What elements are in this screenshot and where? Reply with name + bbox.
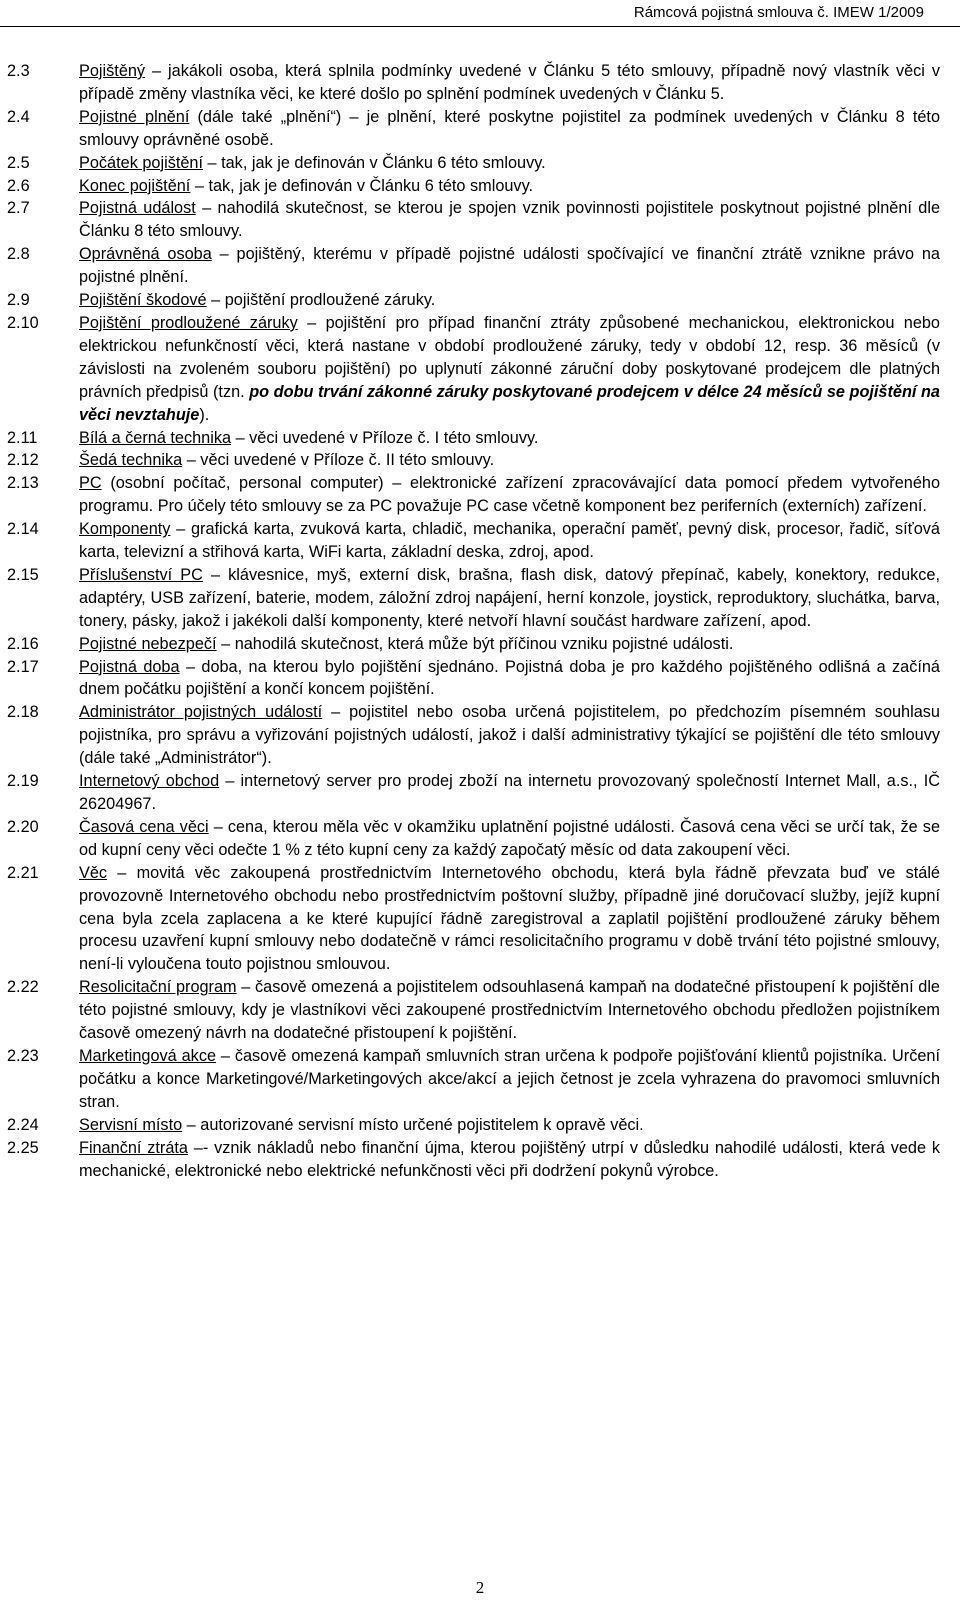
definition-text [79,289,940,312]
definition-body: – pojištění pro případ finanční ztráty způsobené mechanickou, elektronickou nebo elektrickou nefunkčností věci, která nastane v období prodloužené záruky, tedy v období 12, resp. 36 měsíců (v závislosti na zvoleném souboru pojištění) po uplynutí zákonné záruční doby poskytované prodejcem dle platných právních předpisů (tzn. [79,313,940,401]
definition-term: Konec pojištění [79,176,191,195]
definition-body: – časově omezená kampaň smluvních stran určena k podpoře pojišťování klientů pojistníka. Určení počátku a konce Marketingové/Marketingových akce/akcí a jejich četnost je zcela vyhrazena do pravomoci smluvních stran. [79,1046,940,1111]
definition-body: – movitá věc zakoupená prostřednictvím Internetového obchodu, která byla řádně převzata buď ve stálé provozovně Internetového obchodu nebo prostřednictvím poštovní služby, případně jiné doručovací služby, jejíž kupní cena byla zcela zaplacena a ke které kupující řádně zaregistroval a zaplatil pojištění prodloužené záruky během procesu uzavření kupní smlouvy nebo dodatečně v rámci resolicitačního programu v době trvání této pojistné smlouvy, není-li vyloučena touto pojistnou smlouvou. [79,863,940,974]
definition-number: 2.17 [7,657,39,676]
definition-term: Internetový obchod [79,772,220,791]
definition-body: – věci uvedené v Příloze č. I této smlouvy. [231,428,539,447]
definition-body: – tak, jak je definován v Článku 6 této smlouvy. [203,153,546,172]
definition-number: 2.22 [7,978,39,997]
definition-item [7,427,940,450]
definition-body: – pojistitel nebo osoba určená pojistitelem, po předchozím písemném souhlasu pojistníka, pro správu a vyřizování pojistných událostí, jakož i další administrativy týkající se pojištění dle této smlouvy (dále také „Administrátor“). [79,703,940,768]
definition-term: Pojistné plnění [79,107,190,126]
definition-term: Servisní místo [79,1115,183,1134]
definition-body: – autorizované servisní místo určené pojistitelem k opravě věci. [182,1115,644,1134]
header-rule [0,26,960,27]
definition-body: – pojištěný, kterému v případě pojistné události spočívající ve finanční ztrátě vznikne právo na pojistné plnění. [79,245,940,287]
definition-item [7,1137,940,1183]
definition-number: 2.9 [7,291,30,310]
definition-term: Počátek pojištění [79,153,203,172]
definition-item [7,656,940,702]
definition-text [79,175,940,198]
definition-emphasis: po dobu trvání zákonné záruky poskytované prodejcem v délce 24 měsíců se pojištění na věci nevztahuje [79,382,940,424]
definition-number: 2.10 [7,313,39,332]
definition-body: – nahodilá skutečnost, se kterou je spojen vznik povinnosti pojistitele poskytnout pojistné plnění dle Článku 8 této smlouvy. [79,199,940,241]
definition-body: –- vznik nákladů nebo finanční újma, kterou pojištěný utrpí v důsledku nahodilé události, která vede k mechanické, elektronické nebo elektrické nefunkčnosti věci při dodržení pokynů výrobce. [79,1138,940,1180]
definition-number: 2.8 [7,245,30,264]
definition-item [7,175,940,198]
definition-number: 2.19 [7,772,39,791]
definition-text [79,1114,940,1137]
definition-body: – věci uvedené v Příloze č. II této smlouvy. [182,451,495,470]
definition-term: Marketingová akce [79,1046,217,1065]
definition-term: Věc [79,863,108,882]
definition-text [79,656,940,702]
definition-item [7,60,940,106]
definition-number: 2.24 [7,1115,39,1134]
definition-item [7,770,940,816]
definition-number: 2.21 [7,863,39,882]
definition-term: Pojistné nebezpečí [79,634,217,653]
definition-term: Resolicitační program [79,978,237,997]
definition-body: – cena, kterou měla věc v okamžiku uplatnění pojistné události. Časová cena věci se určí tak, že se od kupní ceny věci odečte 1 % z této kupní ceny za každý započatý měsíc od data zakoupení věci. [79,817,940,859]
definition-item [7,1045,940,1114]
definition-number: 2.23 [7,1046,39,1065]
definition-text [79,152,940,175]
definition-tail: ). [199,405,210,424]
definition-text [79,1137,940,1183]
definition-number: 2.3 [7,62,30,80]
definition-item [7,472,940,518]
definition-text [79,976,940,1045]
definition-text [79,1045,940,1114]
definition-text [79,449,940,472]
definition-number: 2.5 [7,153,30,172]
definition-item [7,197,940,243]
definition-term: Šedá technika [79,451,183,470]
definition-item [7,862,940,977]
definition-term: Finanční ztráta [79,1138,188,1157]
definition-number: 2.12 [7,451,39,470]
definition-text [79,564,940,633]
definition-text [79,770,940,816]
definition-number: 2.13 [7,474,39,493]
definition-item [7,564,940,633]
definition-body: – klávesnice, myš, externí disk, brašna, flash disk, datový přepínač, kabely, konektory, redukce, adaptéry, USB zařízení, baterie, modem, záložní zdroj napájení, herní konzole, joystick, reproduktory, sluchátka, barva, tonery, pásky, jakož i jakékoli další komponenty, které netvoří hlavní součást hardware zařízení, apod. [79,565,940,630]
document-header: Rámcová pojistná smlouva č. IMEW 1/2009 [633,4,924,21]
definition-body: – pojištění prodloužené záruky. [206,291,436,310]
definition-item [7,289,940,312]
definition-body: – grafická karta, zvuková karta, chladič, mechanika, operační paměť, pevný disk, procesor, řadič, síťová karta, televizní a střihová karta, WiFi karta, základní deska, zdroj, apod. [79,520,940,562]
definition-text [79,472,940,518]
definition-text [79,701,940,770]
definition-term: Časová cena věci [79,817,209,836]
definition-term: Příslušenství PC [79,565,203,584]
definition-body: – časově omezená a pojistitelem odsouhlasená kampaň na dodatečné přistoupení k pojištění dle této pojistné smlouvy, kdy je vlastníkovi věci zakoupené prostřednictvím Internetového obchodu předložen pojistníkem časově omezený návrh na dodatečné přistoupení k pojištění. [79,978,940,1043]
definition-number: 2.14 [7,520,39,539]
definition-item [7,816,940,862]
definition-item [7,152,940,175]
page-number: 2 [475,1578,485,1597]
definition-number: 2.16 [7,634,39,653]
definitions-list [7,60,940,1182]
definition-text [79,518,940,564]
definition-term: Pojištění škodové [79,291,207,310]
definition-text [79,106,940,152]
definition-number: 2.20 [7,817,39,836]
definition-number: 2.4 [7,107,30,126]
definition-body: – jakákoli osoba, která splnila podmínky uvedené v Článku 5 této smlouvy, případně nový vlastník věci v případě změny vlastníka věci, ke které došlo po splnění podmínek uvedených v Článku 5. [79,62,940,103]
definition-item [7,243,940,289]
definition-term: PC [79,474,102,493]
definition-number: 2.6 [7,176,30,195]
definition-term: Pojištěný [79,62,146,80]
definition-item [7,976,940,1045]
definition-term: Komponenty [79,520,171,539]
definition-term: Administrátor pojistných událostí [79,703,323,722]
definition-text [79,312,940,427]
definition-item [7,312,940,427]
definition-body: – internetový server pro prodej zboží na internetu provozovaný společností Internet Mall, a.s., IČ 26204967. [79,772,940,813]
definition-term: Pojistná událost [79,199,196,218]
definition-number: 2.18 [7,703,39,722]
definition-text [79,427,940,450]
definition-text [79,633,940,656]
definition-item [7,449,940,472]
definition-text [79,816,940,862]
definition-body: (dále také „plnění“) – je plnění, které poskytne pojistitel za podmínek uvedených v Článku 8 této smlouvy oprávněné osobě. [79,107,940,149]
definition-term: Oprávněná osoba [79,245,212,264]
definition-item [7,106,940,152]
definition-term: Bílá a černá technika [79,428,232,447]
definition-body: – doba, na kterou bylo pojištění sjednáno. Pojistná doba je pro každého pojištěného odlišná a začíná dnem počátku pojištění a končí koncem pojištění. [79,657,940,699]
definition-text [79,60,940,106]
definition-text [79,243,940,289]
definition-item [7,1114,940,1137]
definition-text [79,862,940,977]
definition-term: Pojistná doba [79,657,180,676]
definition-number: 2.11 [7,428,38,447]
definition-item [7,633,940,656]
definition-body: – tak, jak je definován v Článku 6 této smlouvy. [190,176,534,195]
definition-text [79,197,940,243]
definition-term: Pojištění prodloužené záruky [79,313,298,332]
definition-body: (osobní počítač, personal computer) – elektronické zařízení zpracovávající data pomocí předem vytvořeného programu. Pro účely této smlouvy se za PC považuje PC case včetně komponent bez periferních (externích) zařízení. [79,474,940,516]
definition-number: 2.25 [7,1138,39,1157]
definition-number: 2.7 [7,199,30,218]
definition-item [7,518,940,564]
definition-number: 2.15 [7,565,39,584]
definition-body: – nahodilá skutečnost, která může být příčinou vzniku pojistné události. [216,634,734,653]
definition-item [7,701,940,770]
